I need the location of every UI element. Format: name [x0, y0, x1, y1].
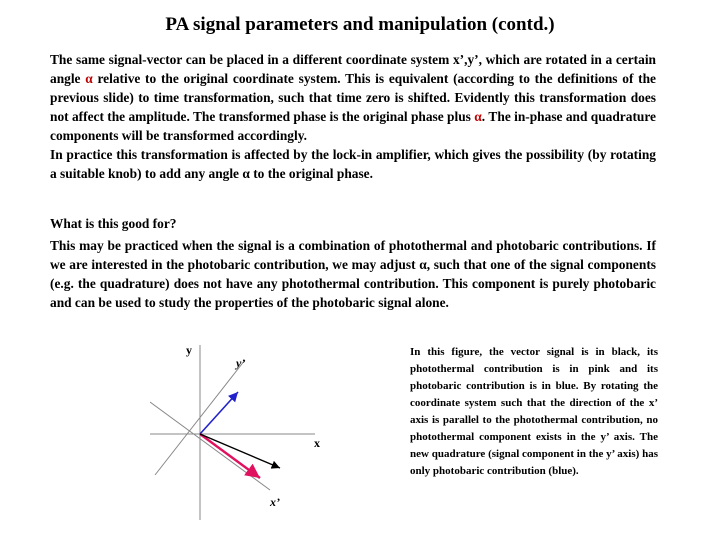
- y-axis-label: y: [186, 343, 192, 357]
- paragraph-coordinate-rotation: The same signal-vector can be placed in a different coordinate system x’,y’, which are rotated in a certain angle α relative to the original coordinate system. This is equivalent (according to the definitions of the previous slide) to time transformation, such that time zero is shifted. Evidently this transformation does not affect the amplitude. The transformed phase is the original phase plus α. The in-phase and quadrature components will be transformed accordingly. In practice this transformation is affected by the lock-in amplifier, which gives the possibility (by rotating a suitable knob) to add any angle α to the original phase.: [50, 52, 657, 181]
- x-prime-axis-label: x’: [270, 495, 280, 509]
- figure-caption: In this figure, the vector signal is in black, its photothermal contribution is in pink and its photobaric contribution is in blue. By rotating the coordinate system such that the direction of the x’ axis is parallel to the photothermal contribution, no photothermal component exists in the y’ axis. The new quadrature (signal component in the y’ axis) has only photobaric contribution (blue).: [410, 346, 658, 477]
- x-axis-label: x: [314, 436, 320, 450]
- alpha-symbol: α: [242, 166, 250, 181]
- photobaric-vector: [200, 392, 238, 434]
- alpha-symbol: α: [85, 71, 93, 86]
- y-prime-axis-label: y’: [236, 356, 246, 370]
- alpha-symbol: α: [474, 109, 482, 124]
- alpha-symbol: α: [419, 257, 427, 272]
- rotated-coordinate-figure: [150, 340, 350, 520]
- paragraph-application: This may be practiced when the signal is a combination of photothermal and photobaric contributions. If we are interested in the photobaric contribution, we may adjust α, such that one of the signal components (e.g. the quadrature) does not have any photothermal contribution. This component is purely photobaric and can be used to study the properties of the photobaric signal alone.: [50, 238, 656, 310]
- x-prime-axis: [150, 402, 270, 490]
- slide-title: PA signal parameters and manipulation (contd.): [165, 14, 555, 35]
- question-text: What is this good for?: [50, 216, 177, 231]
